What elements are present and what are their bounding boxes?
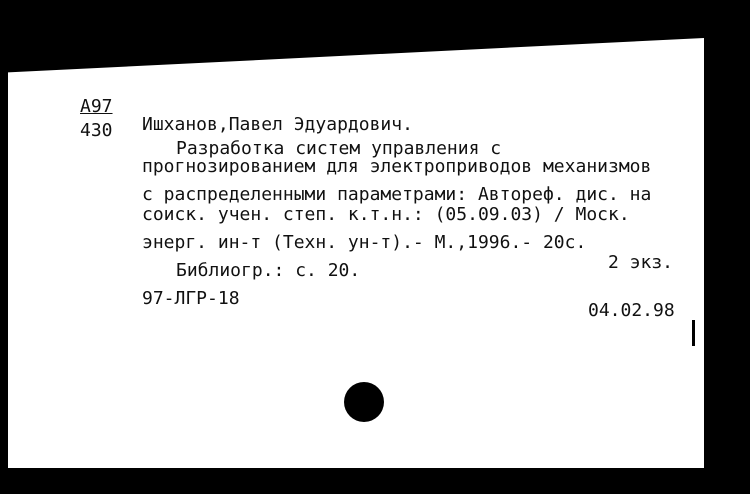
publication-line: энерг. ин-т (Техн. ун-т).- М.,1996.- 20с. [142, 232, 587, 253]
title-line-1: Разработка систем управления с [176, 138, 502, 159]
title-line-4: соиск. учен. степ. к.т.н.: (05.09.03) / Моск. [142, 204, 630, 225]
edge-mark [692, 320, 695, 346]
bibliography-line: Библиогр.: с. 20. [176, 260, 361, 281]
title-line-3: с распределенными параметрами: Автореф. дис. на [142, 184, 652, 205]
title-line-2: прогнозированием для электроприводов механизмов [142, 156, 652, 177]
date-stamp: 04.02.98 [588, 300, 675, 321]
author-line: Ишханов,Павел Эдуардович. [142, 114, 413, 135]
punch-hole [344, 382, 384, 422]
shelf-mark-top: А97 [80, 96, 113, 117]
shelf-mark-bottom: 430 [80, 120, 113, 141]
copies-count: 2 экз. [608, 252, 674, 273]
accession-code: 97-ЛГР-18 [142, 288, 240, 309]
